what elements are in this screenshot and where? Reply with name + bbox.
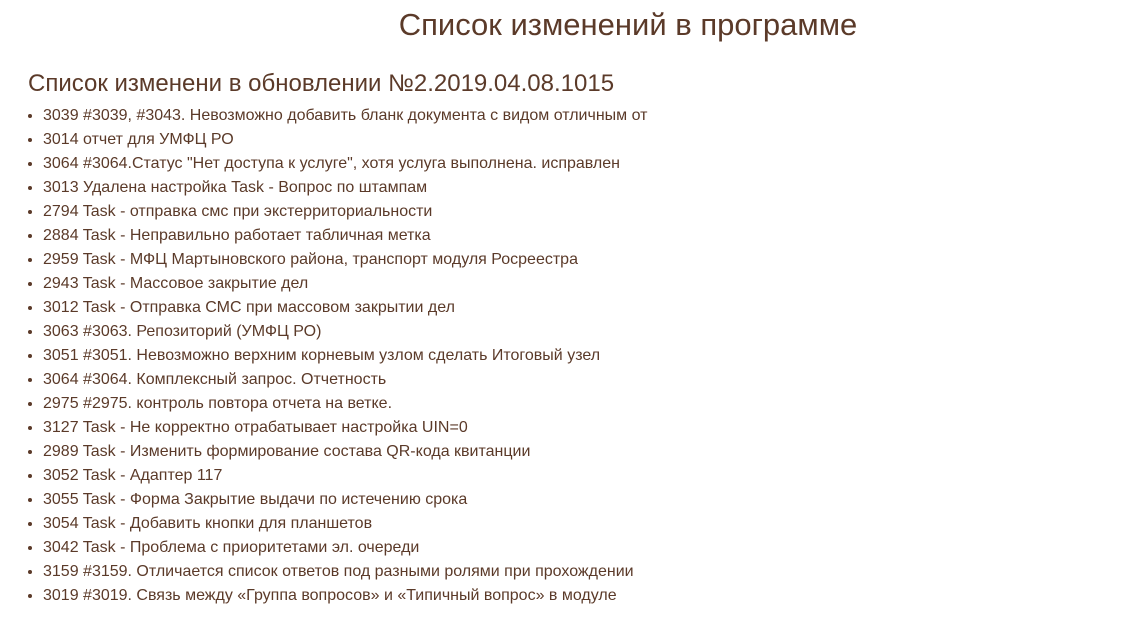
list-item: • 3042 Task - Проблема с приоритетами эл. очереди [43,536,647,560]
list-item: • 3127 Task - Не корректно отрабатывает настройка UIN=0 [43,416,647,440]
list-item: • 2884 Task - Неправильно работает табличная метка [43,224,647,248]
list-item: • 3012 Task - Отправка СМС при массовом закрытии дел [43,296,647,320]
list-item: • 3064 #3064.Статус "Нет доступа к услуге", хотя услуга выполнена. исправлен [43,152,647,176]
list-item: • 2975 #2975. контроль повтора отчета на ветке. [43,392,647,416]
list-item: • 3014 отчет для УМФЦ РО [43,128,647,152]
list-item: • 3159 #3159. Отличается список ответов под разными ролями при прохождении [43,560,647,584]
list-item: • 2959 Task - МФЦ Мартыновского района, транспорт модуля Росреестра [43,248,647,272]
list-item: • 3013 Удалена настройка Task - Вопрос по штампам [43,176,647,200]
list-item: • 3051 #3051. Невозможно верхним корневым узлом сделать Итоговый узел [43,344,647,368]
list-item: • 3039 #3039, #3043. Невозможно добавить бланк документа с видом отличным от [43,104,647,128]
changes-list [28,104,647,608]
update-heading: Список изменени в обновлении №2.2019.04.08.1015 [28,70,615,97]
list-item: • 3054 Task - Добавить кнопки для планшетов [43,512,647,536]
list-item: • 3019 #3019. Связь между «Группа вопросов» и «Типичный вопрос» в модуле [43,584,647,608]
list-item: • 2943 Task - Массовое закрытие дел [43,272,647,296]
list-item: • 3064 #3064. Комплексный запрос. Отчетность [43,368,647,392]
list-item: • 3052 Task - Адаптер 117 [43,464,647,488]
list-item: • 3055 Task - Форма Закрытие выдачи по истечению срока [43,488,647,512]
list-item: • 2989 Task - Изменить формирование состава QR-кода квитанции [43,440,647,464]
list-item: • 2794 Task - отправка смс при экстерриториальности [43,200,647,224]
list-item: • 3063 #3063. Репозиторий (УМФЦ РО) [43,320,647,344]
page-title: Список изменений в программе [398,7,858,42]
